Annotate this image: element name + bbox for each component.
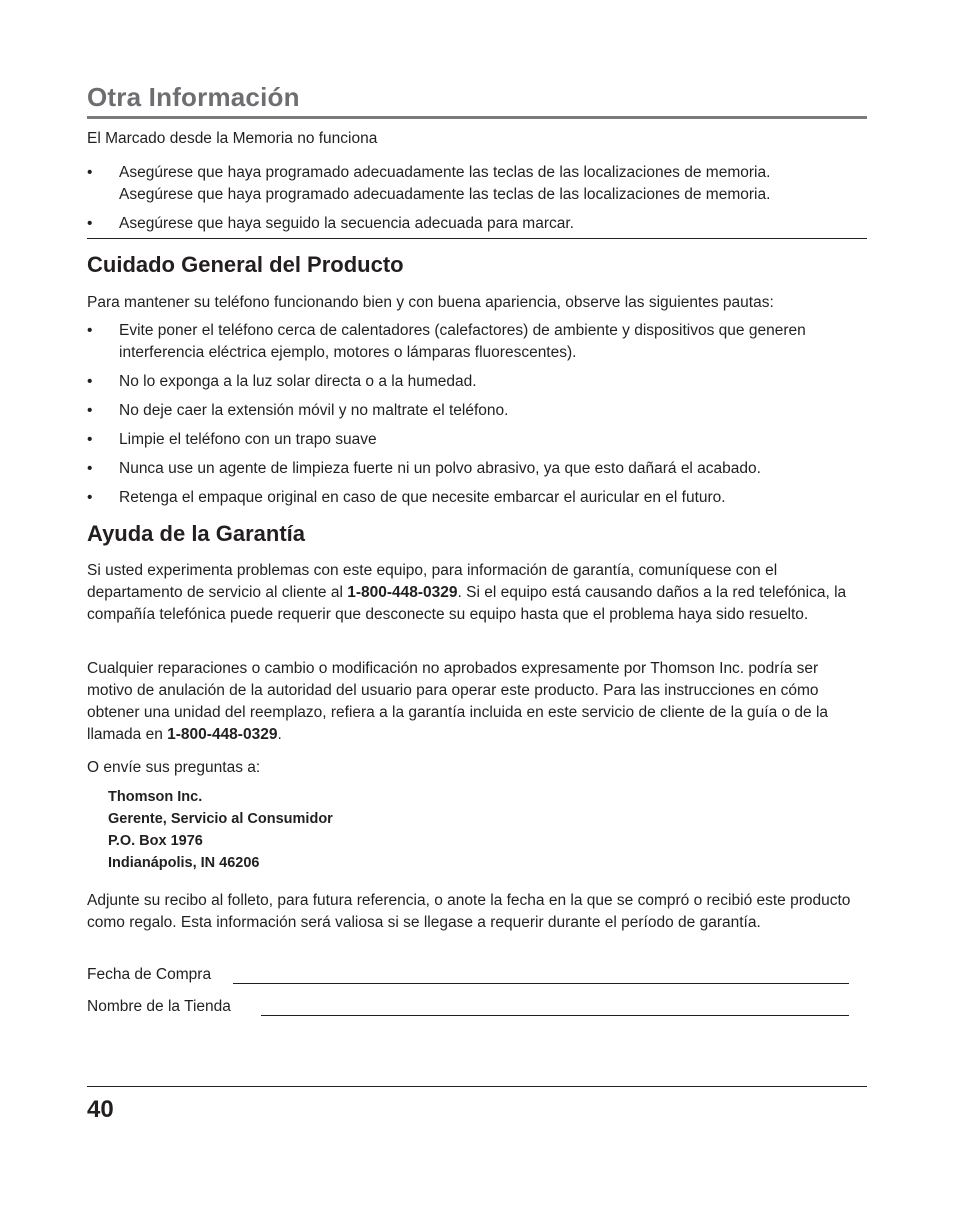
- care-list: [87, 320, 867, 516]
- list-item: [87, 458, 867, 480]
- bullet-icon: •: [87, 164, 93, 181]
- support-phone-number: 1-800-448-0329: [347, 584, 458, 601]
- list-item-text: Retenga el empaque original en caso de que necesite embarcar el auricular en el futuro.: [119, 489, 726, 506]
- warranty-p1-text-b: . Si el equipo está causando daños a la red telefónica, la compañía telefónica puede requerir que desconecte su equipo hasta que el problema haya sido resuelto.: [87, 584, 847, 623]
- list-item-text: No lo exponga a la luz solar directa o a la humedad.: [119, 373, 477, 390]
- warranty-section-title: Ayuda de la Garantía: [87, 521, 306, 546]
- address-line: Gerente, Servicio al Consumidor: [108, 811, 333, 827]
- list-item: [87, 487, 867, 509]
- store-name-row: [87, 998, 849, 1020]
- list-item-text-line2: Asegúrese que haya programado adecuadamente las teclas de las localizaciones de memoria.: [119, 186, 771, 203]
- purchase-date-label: Fecha de Compra: [87, 966, 212, 983]
- warranty-paragraph-1: [87, 560, 867, 626]
- list-item: [87, 320, 867, 364]
- manual-page: [87, 0, 867, 1215]
- bullet-icon: •: [87, 373, 93, 390]
- title-rule: [87, 116, 867, 119]
- store-name-blank-line: [261, 1015, 849, 1016]
- page-number: 40: [87, 1096, 114, 1123]
- list-item: [87, 213, 867, 235]
- memory-dial-list: [87, 162, 867, 242]
- list-item-text: Nunca use un agente de limpieza fuerte ni un polvo abrasivo, ya que esto dañará el acabado.: [119, 460, 761, 477]
- warranty-p2-text-a: Cualquier reparaciones o cambio o modificación no aprobados expresamente por Thomson Inc. podría ser motivo de anulación de la autoridad del usuario para operar este producto. Para las instrucciones en cómo obtener una unidad del reemplazo, refiera a la garantía incluida en este servicio de cliente de la guía o de la llamada en: [87, 660, 829, 743]
- list-item-text: No deje caer la extensión móvil y no maltrate el teléfono.: [119, 402, 509, 419]
- bullet-icon: •: [87, 322, 93, 339]
- send-questions-text: O envíe sus preguntas a:: [87, 759, 261, 776]
- memory-dial-heading: El Marcado desde la Memoria no funciona: [87, 130, 378, 147]
- receipt-paragraph: Adjunte su recibo al folleto, para futura referencia, o anote la fecha en la que se compró o recibió este producto como regalo. Esta información será valiosa si se llegase a requerir durante el período de garantía.: [87, 892, 851, 931]
- list-item: [87, 162, 867, 206]
- care-section-title: Cuidado General del Producto: [87, 252, 404, 277]
- list-item-text: Asegúrese que haya seguido la secuencia adecuada para marcar.: [119, 215, 574, 232]
- bullet-icon: •: [87, 431, 93, 448]
- list-item: [87, 429, 867, 451]
- warranty-p2-text-b: .: [277, 726, 282, 743]
- warranty-paragraph-2: [87, 658, 867, 746]
- address-line: Indianápolis, IN 46206: [108, 855, 260, 871]
- footer-rule: [87, 1086, 867, 1087]
- mailing-address: [108, 786, 333, 874]
- support-phone-number: 1-800-448-0329: [167, 726, 278, 743]
- page-title: Otra Información: [87, 82, 300, 112]
- address-line: P.O. Box 1976: [108, 833, 203, 849]
- section-divider: [87, 238, 867, 239]
- bullet-icon: •: [87, 402, 93, 419]
- bullet-icon: •: [87, 489, 93, 506]
- bullet-icon: •: [87, 460, 93, 477]
- list-item-text: Limpie el teléfono con un trapo suave: [119, 431, 377, 448]
- list-item: [87, 371, 867, 393]
- warranty-p1-text-a: Si usted experimenta problemas con este equipo, para información de garantía, comuníquese con el departamento de servicio al cliente al: [87, 562, 778, 601]
- list-item-text: Evite poner el teléfono cerca de calentadores (calefactores) de ambiente y dispositivos que generen interferencia eléctrica ejemplo, motores o lámparas fluorescentes).: [119, 322, 806, 361]
- address-line: Thomson Inc.: [108, 789, 203, 805]
- care-intro: Para mantener su teléfono funcionando bien y con buena apariencia, observe las siguientes pautas:: [87, 294, 774, 311]
- list-item: [87, 400, 867, 422]
- bullet-icon: •: [87, 215, 93, 232]
- purchase-date-blank-line: [233, 983, 849, 984]
- purchase-date-row: [87, 966, 849, 988]
- store-name-label: Nombre de la Tienda: [87, 998, 231, 1015]
- list-item-text-line1: Asegúrese que haya programado adecuadamente las teclas de las localizaciones de memoria.: [119, 164, 771, 181]
